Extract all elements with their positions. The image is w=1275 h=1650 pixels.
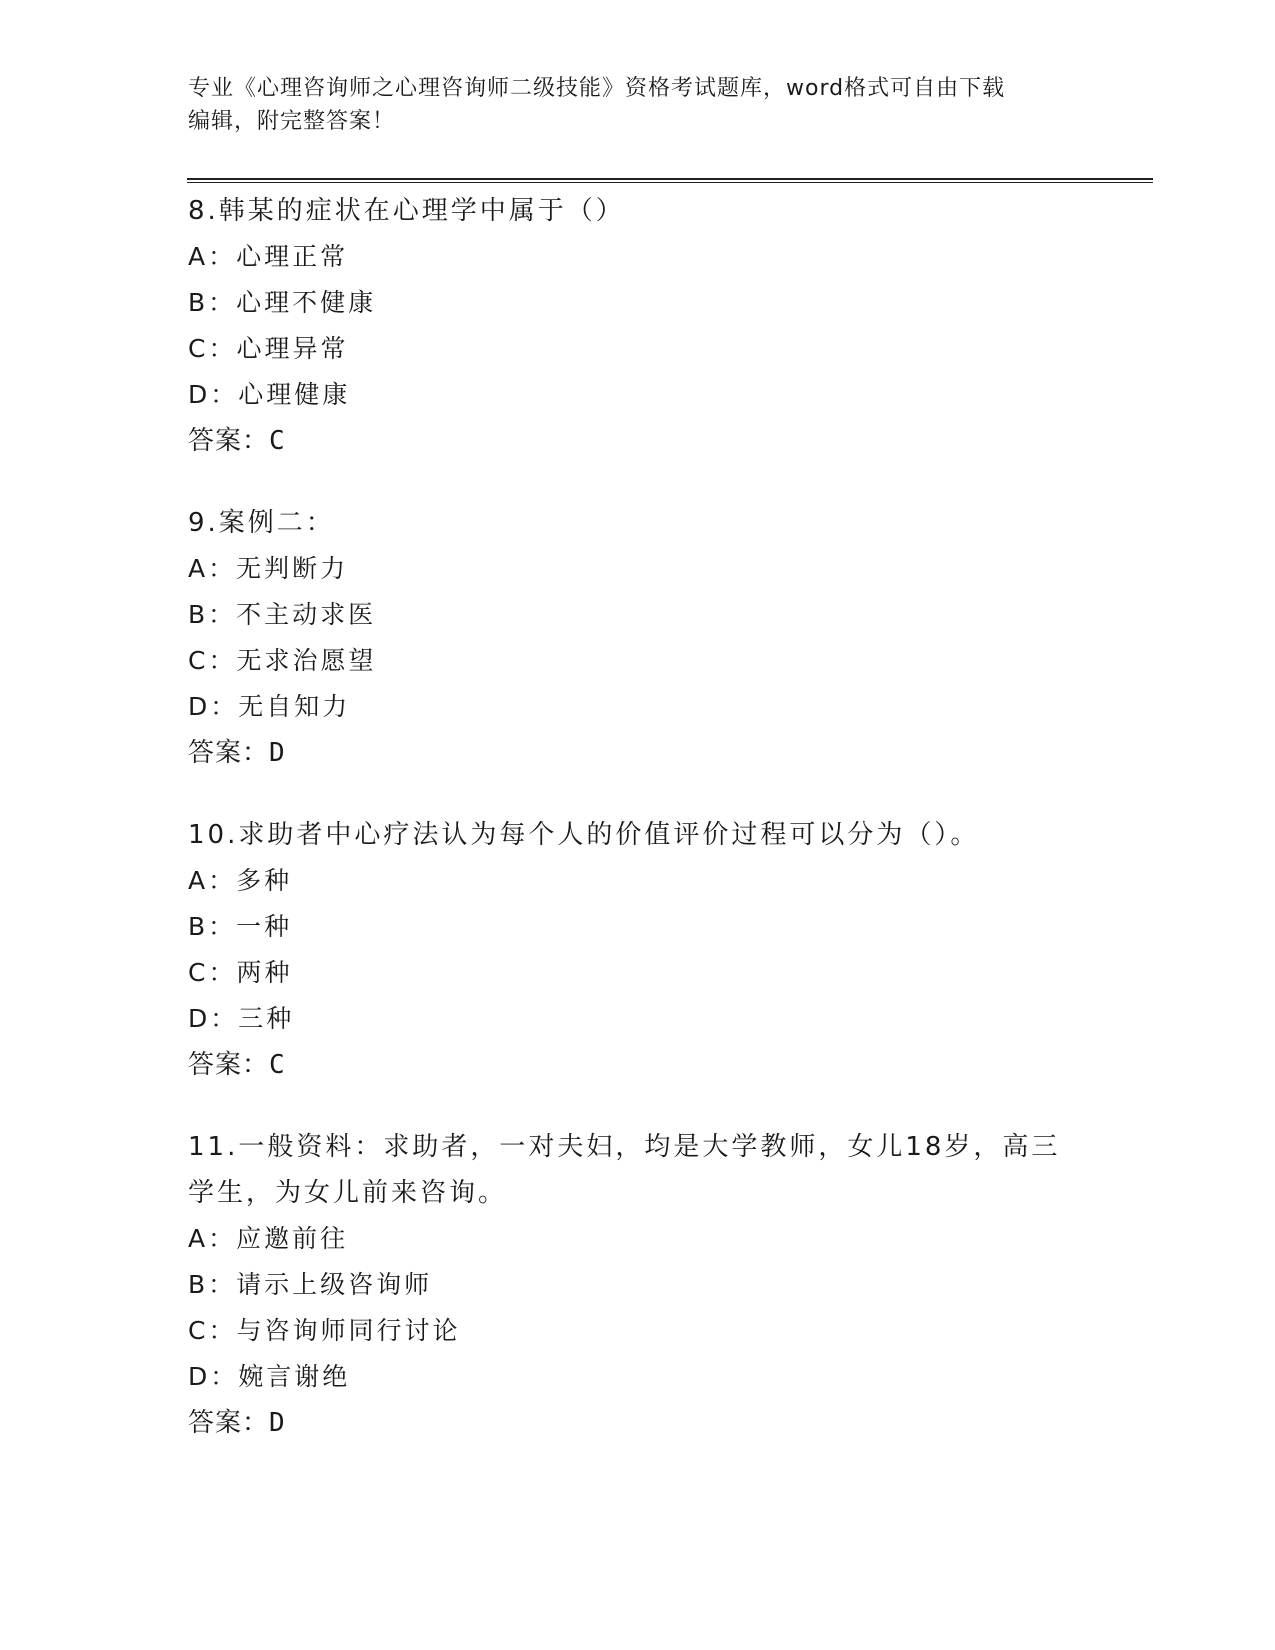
- option-d: D：无自知力: [188, 692, 351, 721]
- option-b: B：一种: [188, 912, 293, 941]
- question-stem: 8.韩某的症状在心理学中属于（）: [188, 196, 625, 226]
- question-item: [188, 500, 1088, 776]
- option-b: B：请示上级咨询师: [188, 1270, 433, 1299]
- question-list: [188, 188, 1088, 1482]
- option-c: C：两种: [188, 958, 293, 987]
- header-divider-thick: [187, 178, 1153, 180]
- question-stem: 11.一般资料：求助者，一对夫妇，均是大学教师，女儿18岁，高三学生，为女儿前来咨询。: [188, 1132, 1061, 1208]
- option-d: D：三种: [188, 1004, 295, 1033]
- question-item: [188, 188, 1088, 464]
- answer-label: 答案：: [188, 1408, 270, 1438]
- answer-label: 答案：: [188, 738, 270, 768]
- answer-line: [188, 730, 1088, 776]
- option-d: D：心理健康: [188, 380, 351, 409]
- answer-value: C: [269, 1050, 286, 1080]
- header-line-1: 专业《心理咨询师之心理咨询师二级技能》资格考试题库，word格式可自由下载: [188, 76, 1006, 101]
- answer-label: 答案：: [188, 1050, 270, 1080]
- option-c: C：心理异常: [188, 334, 349, 363]
- header-divider-thin: [187, 182, 1153, 183]
- answer-label: 答案：: [188, 426, 270, 456]
- header-line-2: 编辑，附完整答案！: [188, 109, 396, 134]
- answer-value: D: [269, 1408, 286, 1438]
- answer-value: D: [269, 738, 286, 768]
- question-item: [188, 812, 1088, 1088]
- document-header: [188, 72, 1088, 138]
- option-a: A：无判断力: [188, 554, 349, 583]
- answer-value: C: [269, 426, 286, 456]
- answer-line: [188, 1400, 1088, 1446]
- option-c: C：与咨询师同行讨论: [188, 1316, 461, 1345]
- question-stem: 10.求助者中心疗法认为每个人的价值评价过程可以分为（）。: [188, 820, 980, 850]
- answer-line: [188, 1042, 1088, 1088]
- option-b: B：不主动求医: [188, 600, 377, 629]
- option-a: A：多种: [188, 866, 293, 895]
- option-b: B：心理不健康: [188, 288, 377, 317]
- answer-line: [188, 418, 1088, 464]
- option-c: C：无求治愿望: [188, 646, 377, 675]
- option-a: A：心理正常: [188, 242, 349, 271]
- question-item: [188, 1124, 1088, 1446]
- option-a: A：应邀前往: [188, 1224, 349, 1253]
- option-d: D：婉言谢绝: [188, 1362, 351, 1391]
- question-stem: 9.案例二：: [188, 508, 335, 538]
